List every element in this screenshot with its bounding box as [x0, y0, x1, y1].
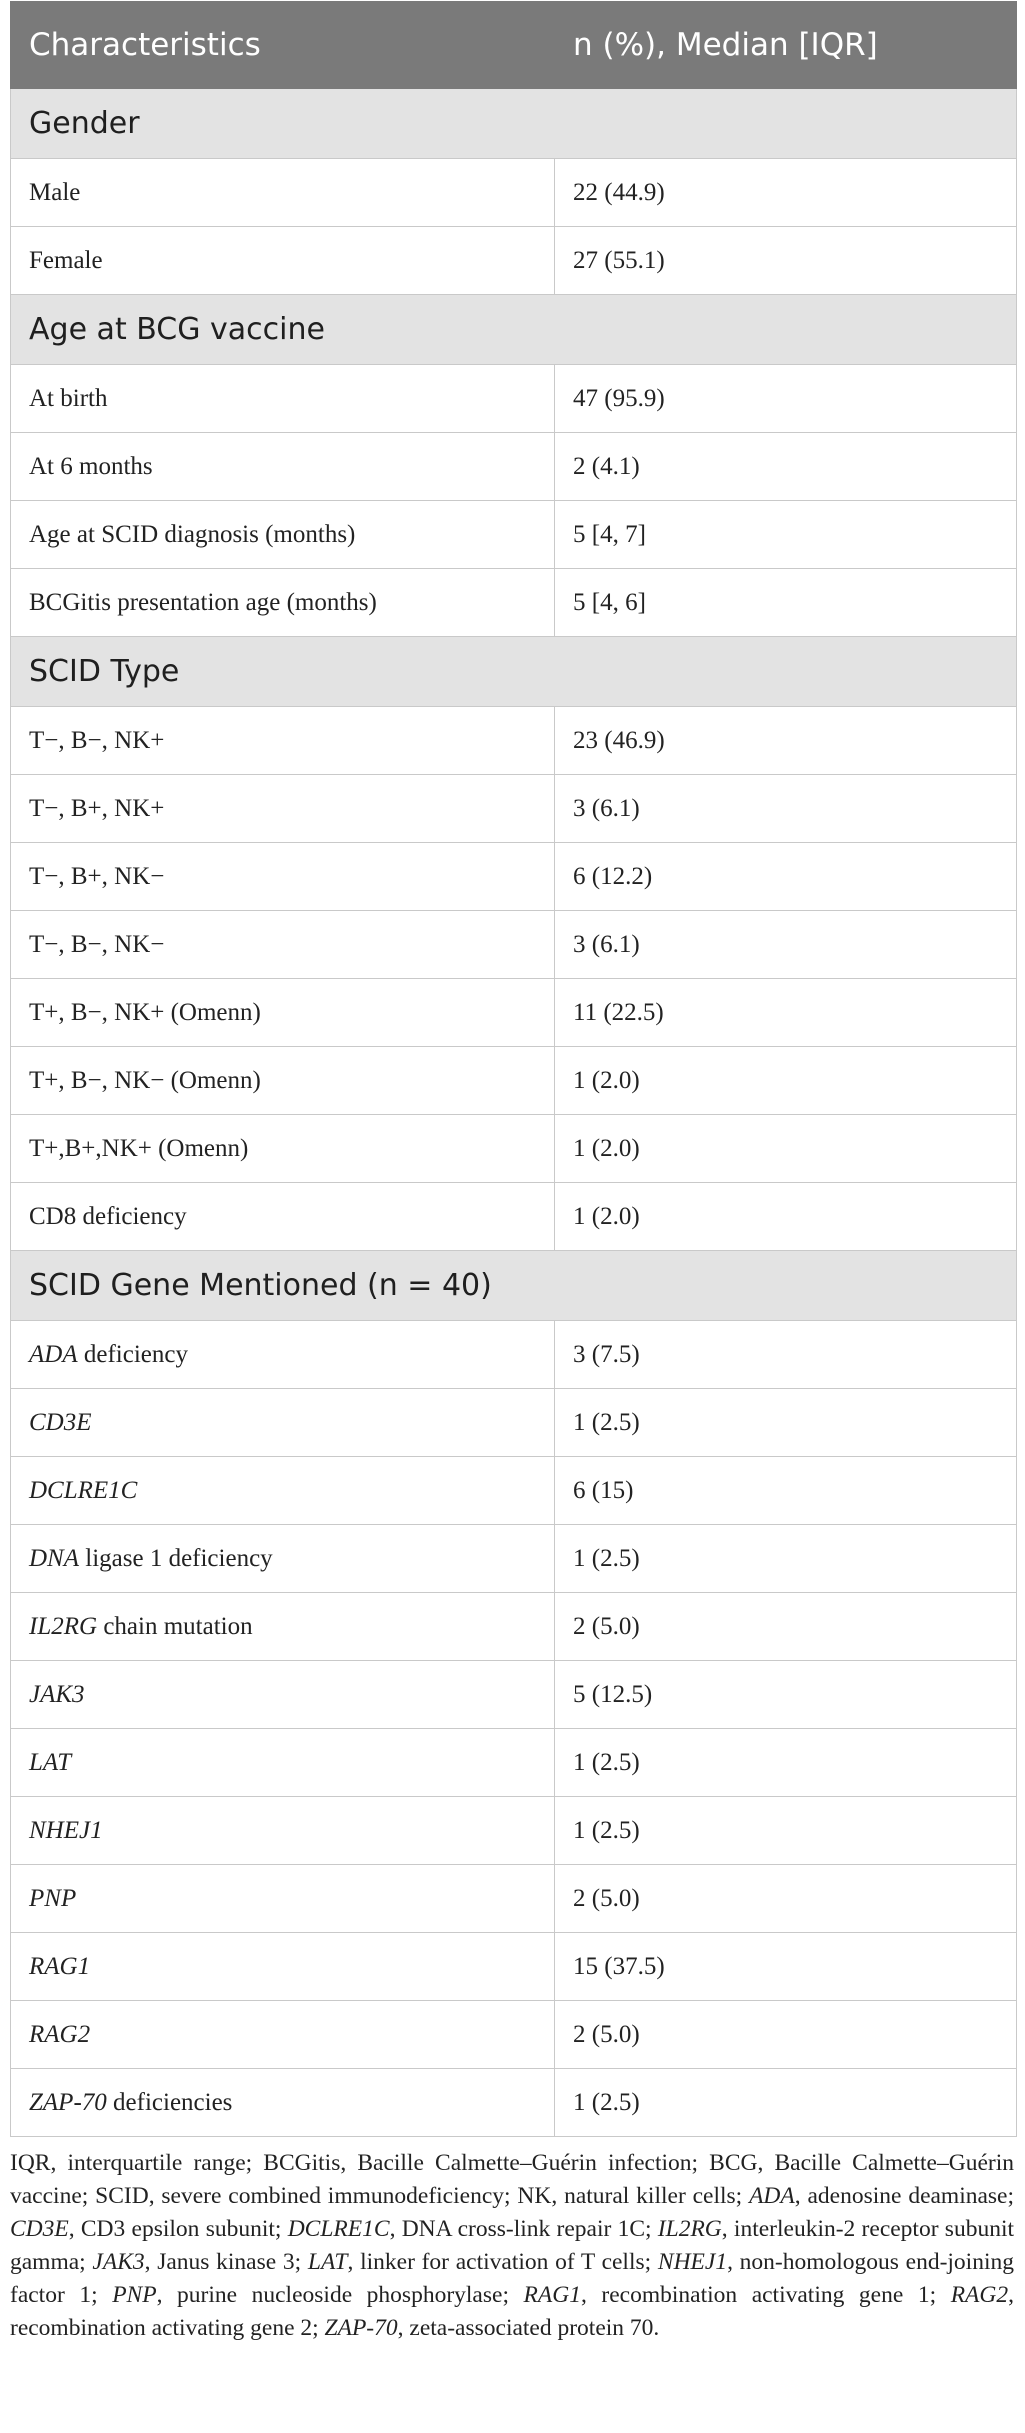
footnote-definition: , Bacille Calmette–Guérin infection; [340, 2150, 710, 2176]
row-label [11, 1865, 555, 1933]
row-label-text: deficiency [77, 1340, 188, 1368]
table-row [11, 1047, 1017, 1115]
row-label-text: T−, B−, NK+ [29, 726, 165, 754]
footnote-definition: , recombination activating gene 1; [580, 2282, 951, 2308]
row-label [11, 433, 555, 501]
row-value: 3 (6.1) [555, 911, 1017, 979]
row-label-italic: ZAP-70 [29, 2088, 107, 2116]
row-value: 1 (2.5) [555, 1389, 1017, 1457]
row-label-text: chain mutation [97, 1612, 253, 1640]
row-label-text: Age at SCID diagnosis (months) [29, 520, 356, 548]
footnote-definition: , interquartile range; [50, 2150, 264, 2176]
section-header-row [11, 1251, 1017, 1321]
table-row [11, 1593, 1017, 1661]
footnote-term: RAG2 [950, 2282, 1009, 2308]
table-body [11, 89, 1017, 2137]
footnote-definition: , DNA cross-link repair 1C; [389, 2216, 658, 2242]
row-label-text: deficiencies [106, 2088, 233, 2116]
row-label [11, 1729, 555, 1797]
row-value: 6 (12.2) [555, 843, 1017, 911]
table-row [11, 1525, 1017, 1593]
footnote-definition: , CD3 epsilon subunit; [68, 2216, 288, 2242]
table-row [11, 911, 1017, 979]
table-row [11, 979, 1017, 1047]
row-label-italic: LAT [29, 1748, 72, 1776]
row-label [11, 569, 555, 637]
row-label-italic: RAG1 [29, 1952, 91, 1980]
row-value: 11 (22.5) [555, 979, 1017, 1047]
footnote-term: DCLRE1C [287, 2216, 390, 2242]
footnote-definition: , recombination activating gene 2; [10, 2282, 1014, 2341]
section-title: SCID Gene Mentioned (n = 40) [11, 1251, 1017, 1321]
row-value: 15 (37.5) [555, 1933, 1017, 2001]
row-value: 1 (2.0) [555, 1115, 1017, 1183]
footnote-definition: , linker for activation of T cells; [347, 2249, 658, 2275]
header-characteristics: Characteristics [11, 2, 555, 89]
footnote-term: ADA [749, 2183, 795, 2209]
row-value: 1 (2.5) [555, 1525, 1017, 1593]
row-value: 22 (44.9) [555, 159, 1017, 227]
footnote-definition: , adenosine deaminase; [794, 2183, 1015, 2209]
row-label [11, 501, 555, 569]
row-label [11, 1661, 555, 1729]
section-title: Age at BCG vaccine [11, 295, 1017, 365]
table-row [11, 159, 1017, 227]
row-label-text: Female [29, 246, 103, 274]
row-label-italic: PNP [29, 1884, 77, 1912]
section-header-row [11, 295, 1017, 365]
row-label-italic: ADA [29, 1340, 78, 1368]
row-label-text: Male [29, 178, 81, 206]
section-title: SCID Type [11, 637, 1017, 707]
footnote-definition: , interleukin-2 receptor subunit gamma; [10, 2216, 1014, 2275]
row-label-italic: JAK3 [29, 1680, 85, 1708]
footnote-term: PNP [112, 2282, 157, 2308]
table-row [11, 707, 1017, 775]
row-label [11, 911, 555, 979]
row-label [11, 2069, 555, 2137]
row-label-text: CD8 deficiency [29, 1202, 187, 1230]
table-row [11, 2069, 1017, 2137]
row-label [11, 1457, 555, 1525]
footnote-definition: , purine nucleoside phosphorylase; [156, 2282, 524, 2308]
footnote-term: CD3E [10, 2216, 69, 2242]
row-label [11, 1321, 555, 1389]
row-label [11, 1389, 555, 1457]
row-value: 1 (2.5) [555, 1797, 1017, 1865]
footnote-term: SCID [95, 2183, 149, 2209]
row-label [11, 365, 555, 433]
table-row [11, 2001, 1017, 2069]
row-label-text: T+, B−, NK− (Omenn) [29, 1066, 261, 1094]
footnote-definition: , Janus kinase 3; [144, 2249, 308, 2275]
header-value: n (%), Median [IQR] [555, 2, 1017, 89]
row-value: 5 [4, 7] [555, 501, 1017, 569]
document [10, 1, 1016, 2369]
row-value: 2 (5.0) [555, 1593, 1017, 1661]
section-title: Gender [11, 89, 1017, 159]
row-label [11, 1797, 555, 1865]
table-row [11, 843, 1017, 911]
footnote-term: JAK3 [92, 2249, 145, 2275]
footnote-term: NHEJ1 [657, 2249, 728, 2275]
table-row [11, 1183, 1017, 1251]
footnote-term: ZAP-70 [324, 2315, 398, 2341]
row-value: 1 (2.5) [555, 2069, 1017, 2137]
row-label-text: At birth [29, 384, 108, 412]
table-row [11, 775, 1017, 843]
row-label [11, 1183, 555, 1251]
row-value: 2 (4.1) [555, 433, 1017, 501]
row-label-text: T−, B−, NK− [29, 930, 165, 958]
table-row [11, 501, 1017, 569]
table-row [11, 1321, 1017, 1389]
footnote-term: BCG [709, 2150, 758, 2176]
footnote-term: LAT [307, 2249, 348, 2275]
row-label-text: T−, B+, NK+ [29, 794, 165, 822]
row-value: 23 (46.9) [555, 707, 1017, 775]
footnote-definition: , severe combined immunodeficiency; [148, 2183, 518, 2209]
row-label-text: BCGitis presentation age (months) [29, 588, 377, 616]
section-header-row [11, 637, 1017, 707]
row-label-italic: CD3E [29, 1408, 92, 1436]
table-header-row [11, 2, 1017, 89]
footnote-definition: , natural killer cells; [551, 2183, 750, 2209]
footnote-term: RAG1 [523, 2282, 581, 2308]
row-value: 2 (5.0) [555, 2001, 1017, 2069]
row-value: 6 (15) [555, 1457, 1017, 1525]
row-label [11, 979, 555, 1047]
row-label-italic: RAG2 [29, 2020, 91, 2048]
row-value: 47 (95.9) [555, 365, 1017, 433]
row-label [11, 1525, 555, 1593]
row-label-text: T+, B−, NK+ (Omenn) [29, 998, 261, 1026]
table-row [11, 1389, 1017, 1457]
table-row [11, 1661, 1017, 1729]
row-label-text: ligase 1 deficiency [79, 1544, 273, 1572]
row-value: 1 (2.0) [555, 1183, 1017, 1251]
footnote-term: NK [517, 2183, 552, 2209]
row-label-text: At 6 months [29, 452, 153, 480]
table-row [11, 227, 1017, 295]
table-row [11, 433, 1017, 501]
row-value: 5 [4, 6] [555, 569, 1017, 637]
table-row [11, 1457, 1017, 1525]
row-label [11, 1593, 555, 1661]
row-value: 3 (6.1) [555, 775, 1017, 843]
row-label [11, 1047, 555, 1115]
row-label [11, 1933, 555, 2001]
footnote-definition: , non-homologous end-joining factor 1; [10, 2249, 1014, 2308]
footnote-definition: , zeta-associated protein 70. [397, 2315, 660, 2341]
table-row [11, 569, 1017, 637]
row-label-text: T−, B+, NK− [29, 862, 165, 890]
table-row [11, 1115, 1017, 1183]
table-row [11, 1729, 1017, 1797]
row-label-text: T+,B+,NK+ (Omenn) [29, 1134, 249, 1162]
row-value: 27 (55.1) [555, 227, 1017, 295]
footnote-term: BCGitis [263, 2150, 341, 2176]
footnote-term: IQR [10, 2150, 51, 2176]
footnote-term: IL2RG [657, 2216, 722, 2242]
row-label [11, 775, 555, 843]
row-label-italic: NHEJ1 [29, 1816, 103, 1844]
section-header-row [11, 89, 1017, 159]
footnote-definition: , Bacille Calmette–Guérin vaccine; [10, 2150, 1014, 2209]
table-row [11, 1797, 1017, 1865]
table-footnote [10, 2147, 1016, 2345]
row-label [11, 227, 555, 295]
row-label [11, 159, 555, 227]
row-value: 1 (2.0) [555, 1047, 1017, 1115]
table-row [11, 1865, 1017, 1933]
row-value: 2 (5.0) [555, 1865, 1017, 1933]
row-label [11, 843, 555, 911]
row-label-italic: IL2RG [29, 1612, 98, 1640]
row-label-italic: DNA [29, 1544, 79, 1572]
row-label [11, 707, 555, 775]
row-value: 3 (7.5) [555, 1321, 1017, 1389]
table-row [11, 365, 1017, 433]
table-row [11, 1933, 1017, 2001]
characteristics-table [10, 1, 1017, 2137]
row-label-italic: DCLRE1C [29, 1476, 138, 1504]
row-label [11, 1115, 555, 1183]
row-value: 1 (2.5) [555, 1729, 1017, 1797]
row-label [11, 2001, 555, 2069]
row-value: 5 (12.5) [555, 1661, 1017, 1729]
